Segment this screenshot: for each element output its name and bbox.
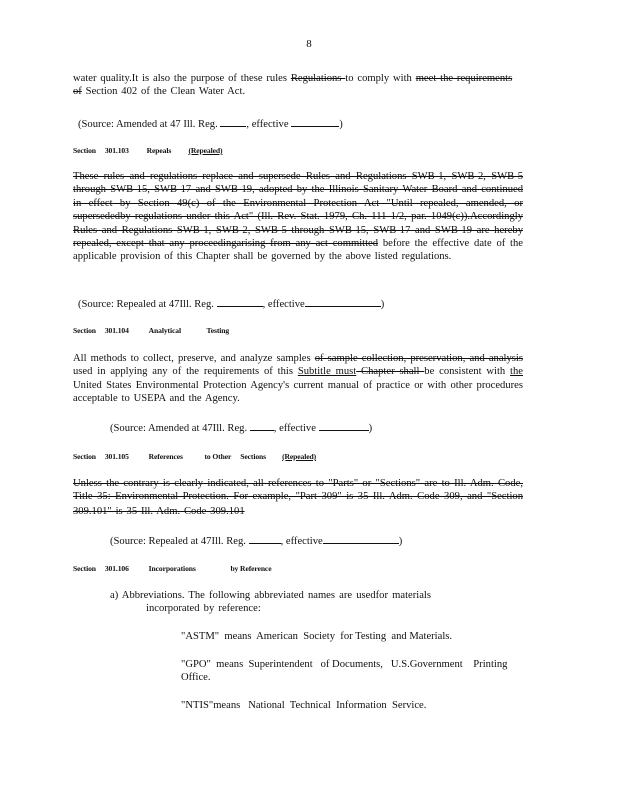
deleted-text: of sample collection, preservation, and analysis <box>314 353 523 364</box>
text: water quality.It is also the purpose of these rules <box>73 73 291 84</box>
inserted-text: the <box>510 366 523 378</box>
text: be consistent with <box>424 366 511 378</box>
source-note <box>110 533 402 548</box>
deleted-text: Unless the contrary is clearly indicated, all references to "Parts" or "Sections" are to Ill. Adm. Code, Title 35: Environmental Protection. For example, "Part 309" is 35 Ill. Adm. Code 309, and "Section 309.101" is 35 Ill. Adm. Code 309.101 <box>73 478 523 517</box>
blank-line <box>249 533 281 544</box>
section-heading-106 <box>73 564 271 573</box>
source-note <box>78 116 343 131</box>
source-text: ) <box>339 119 343 130</box>
source-text: ) <box>398 536 403 547</box>
section-105-body <box>73 477 523 518</box>
abbreviation-definition: "GPO" means Superintendent of Documents, U.S.Government Printing Office. <box>181 659 511 684</box>
blank-line <box>305 296 381 307</box>
section-104-body <box>73 352 523 406</box>
source-note <box>110 420 372 435</box>
deleted-text: meet the requirements of <box>73 73 513 98</box>
section-label: Section <box>73 146 96 155</box>
section-title: by Reference <box>230 564 272 573</box>
section-label: Section <box>73 452 96 461</box>
section-title: Sections <box>240 452 267 461</box>
text: United States Environmental Protection Agency's current manual of practice or with other procedures acceptable to USEPA and the Agency. <box>73 379 523 405</box>
page-number: 8 <box>306 38 312 50</box>
section-title: Testing <box>206 326 230 335</box>
abbreviations-text: incorporated by reference: <box>146 603 261 615</box>
section-title: to Other <box>204 452 232 461</box>
source-text: ) <box>368 423 373 434</box>
section-number: 301.103 <box>104 146 129 155</box>
text: All methods to collect, preserve, and analyze samples <box>73 353 315 364</box>
source-text: (Source: Amended at 47Ill. Reg. <box>110 423 248 434</box>
repealed-tag: (Repealed) <box>188 146 223 155</box>
blank-line <box>291 116 339 127</box>
deleted-text: Chapter shall <box>356 366 425 378</box>
section-label: Section <box>73 564 96 573</box>
section-number: 301.104 <box>104 326 129 335</box>
source-text: , effective <box>246 119 289 130</box>
section-title: References <box>148 452 183 461</box>
section-103-body <box>73 170 523 264</box>
text: before the effective date of the applicable provision of this Chapter shall be governed by the above listed regulations. <box>73 238 523 263</box>
blank-line <box>319 420 369 431</box>
section-heading-103 <box>73 146 246 155</box>
source-text: (Source: Repealed at 47Ill. Reg. <box>110 536 246 547</box>
source-text: (Source: Repealed at 47Ill. Reg. <box>78 299 214 310</box>
section-title: Incorporations <box>148 564 196 573</box>
abbreviation-definition: "NTIS"means National Technical Information Service. <box>181 700 427 711</box>
deleted-text: These rules and regulations replace and supersede Rules and Regulations SWB-1, SWB-2, SWB-5 through SWB-15, SWB-17 and SWB-19, adopted by the Illinois Sanitary Water Board and continued in effect by Section 49(c) of the Environmental Protection Act "Until repealed, amended, or supersededby regulations under this Act" (Ill. Rev. Stat. 1979, Ch. 111 1/2, par. 1049(c)).Accordingly Rules and Regulations SWB-1, SWB-2, SWB-5 through SWB-15, SWB-17 and SWB-19 are hereby repealed, except that any proceedingarising from any act committed <box>73 171 523 250</box>
section-label: Section <box>73 326 96 335</box>
source-text: , effective <box>262 299 305 310</box>
intro-paragraph <box>73 72 523 99</box>
abbreviations-lead <box>110 589 470 616</box>
section-number: 301.105 <box>104 452 129 461</box>
inserted-text: Subtitle must <box>297 366 357 378</box>
abbreviations-text: a) Abbreviations. The following abbreviated names are usedfor materials <box>110 590 431 601</box>
text: to comply with <box>345 73 416 84</box>
text: Section 402 of the Clean Water Act. <box>81 86 246 98</box>
source-text: (Source: Amended at 47 Ill. Reg. <box>78 119 218 130</box>
section-heading-105 <box>73 452 320 461</box>
deleted-text: Regulations <box>290 73 346 84</box>
section-title: Analytical <box>148 326 181 335</box>
abbreviation-item <box>181 699 523 712</box>
blank-line <box>250 420 274 431</box>
source-text: ) <box>380 299 385 310</box>
blank-line <box>217 296 263 307</box>
source-text: , effective <box>273 423 316 434</box>
abbreviation-definition: "ASTM" means American Society for Testing and Materials. <box>181 631 453 642</box>
section-number: 301.106 <box>104 564 129 573</box>
section-title: Repeals <box>146 146 172 155</box>
section-heading-104 <box>73 326 229 335</box>
abbreviation-item <box>181 630 523 643</box>
source-text: , effective <box>280 536 323 547</box>
blank-line <box>220 116 246 127</box>
text: used in applying any of the requirements of this <box>73 366 298 378</box>
spacer <box>245 504 265 514</box>
blank-line <box>323 533 399 544</box>
repealed-tag: (Repealed) <box>282 452 317 461</box>
abbreviation-item <box>181 658 523 685</box>
source-note <box>78 296 384 311</box>
